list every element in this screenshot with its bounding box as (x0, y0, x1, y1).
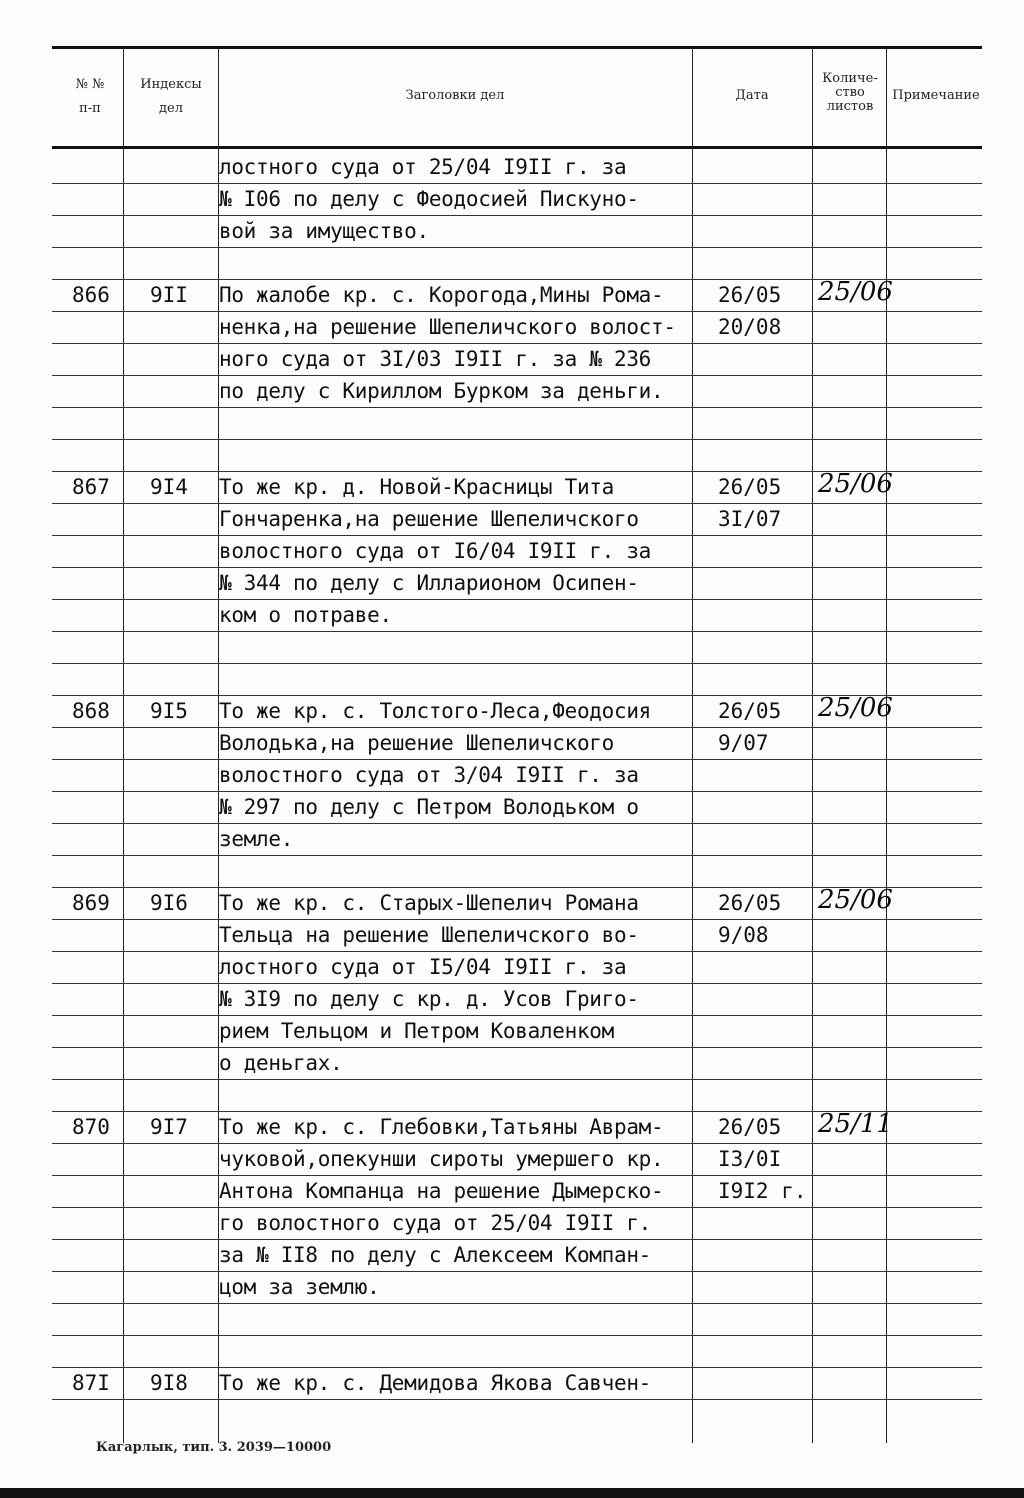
ruled-line (52, 663, 982, 664)
ruled-line (52, 1271, 982, 1272)
sheet-count-handwritten: 25/06 (818, 277, 893, 307)
ruled-line (52, 919, 982, 920)
header-num: № № п-п (75, 77, 105, 116)
case-title-line: ненка,на решение Шепеличского волост- (219, 315, 676, 339)
case-title-line: о деньгах. (219, 1051, 343, 1075)
ruled-line (52, 1239, 982, 1240)
case-title-line: То же кр. с. Старых-Шепелич Романа (219, 891, 639, 915)
case-date: 26/05 (718, 891, 782, 915)
ruled-line (52, 183, 982, 184)
case-title-line: № 3I9 по делу с кр. д. Усов Григо- (219, 987, 639, 1011)
ruled-line (52, 1367, 982, 1368)
ruled-line (52, 1047, 982, 1048)
ruled-line (52, 599, 982, 600)
case-index: 9I6 (150, 891, 188, 915)
header-note: Примечание (892, 88, 980, 103)
case-number: 867 (72, 475, 110, 499)
ruled-line (52, 1335, 982, 1336)
case-number: 866 (72, 283, 110, 307)
ruled-line (52, 1207, 982, 1208)
ruled-line (52, 983, 982, 984)
case-date: 26/05 (718, 283, 782, 307)
ruled-line (52, 375, 982, 376)
ruled-line (52, 311, 982, 312)
ruled-line (52, 535, 982, 536)
case-number: 869 (72, 891, 110, 915)
case-title-line: цом за землю. (219, 1275, 380, 1299)
case-title-line: Антона Компанца на решение Дымерско- (219, 1179, 664, 1203)
sheet-count-handwritten: 25/06 (818, 693, 893, 723)
header-date: Дата (735, 88, 769, 103)
ruled-line (52, 631, 982, 632)
case-title-line: волостного суда от 3/04 I9II г. за (219, 763, 639, 787)
case-title-line: рием Тельцом и Петром Коваленком (219, 1019, 614, 1043)
case-title-line: То же кр. с. Толстого-Леса,Феодосия (219, 699, 652, 723)
sheet-count-handwritten: 25/06 (818, 885, 893, 915)
case-title-line: Тельца на решение Шепеличского во- (219, 923, 639, 947)
case-title-line: вой за имущество. (219, 219, 429, 243)
ruled-line (52, 503, 982, 504)
case-title-line: То же кр. д. Новой-Красницы Тита (219, 475, 614, 499)
case-title-line: по делу с Кириллом Бурком за деньги. (219, 379, 664, 403)
case-title-line: чуковой,опекунши сироты умершего кр. (219, 1147, 664, 1171)
column-divider (886, 48, 887, 1443)
case-index: 9I5 (150, 699, 188, 723)
ruled-line (52, 1303, 982, 1304)
case-title-line: ком о потраве. (219, 603, 392, 627)
ruled-line (52, 823, 982, 824)
ruled-line (52, 247, 982, 248)
case-title-line: № 297 по делу с Петром Володьком о (219, 795, 639, 819)
case-date: 20/08 (718, 315, 782, 339)
case-title-line: ного суда от 3I/03 I9II г. за № 236 (219, 347, 652, 371)
case-title-line: го волостного суда от 25/04 I9II г. (219, 1211, 652, 1235)
ruled-line (52, 1079, 982, 1080)
ruled-line (52, 439, 982, 440)
case-title-line: То же кр. с. Демидова Якова Савчен- (219, 1371, 652, 1395)
ruled-line (52, 791, 982, 792)
case-date: 26/05 (718, 475, 782, 499)
ruled-line (52, 951, 982, 952)
ruled-line (52, 1175, 982, 1176)
ruled-line (52, 855, 982, 856)
ruled-line (52, 407, 982, 408)
ruled-line (52, 759, 982, 760)
case-number: 870 (72, 1115, 110, 1139)
column-divider (812, 48, 813, 1443)
printer-imprint: Кагарлык, тип. 3. 2039—10000 (96, 1440, 332, 1455)
case-title-line: По жалобе кр. с. Корогода,Мины Рома- (219, 283, 664, 307)
sheet-count-handwritten: 25/06 (818, 469, 893, 499)
column-divider (692, 48, 693, 1443)
header-rule (52, 146, 982, 149)
case-index: 9I8 (150, 1371, 188, 1395)
case-title-line: № 344 по делу с Илларионом Осипен- (219, 571, 639, 595)
case-date: 26/05 (718, 699, 782, 723)
case-index: 9II (150, 283, 188, 307)
case-number: 87I (72, 1371, 110, 1395)
ruled-line (52, 1399, 982, 1400)
ruled-line (52, 215, 982, 216)
case-title-line: № I06 по делу с Феодосией Пискуно- (219, 187, 639, 211)
ruled-line (52, 1143, 982, 1144)
case-number: 868 (72, 699, 110, 723)
column-divider (123, 48, 124, 1443)
ruled-line (52, 343, 982, 344)
case-title-line: волостного суда от I6/04 I9II г. за (219, 539, 652, 563)
header-title: Заголовки дел (405, 88, 505, 103)
ruled-line (52, 1015, 982, 1016)
case-title-line: лостного суда от 25/04 I9II г. за (219, 155, 627, 179)
case-title-line: Гончаренка,на решение Шепеличского (219, 507, 639, 531)
scan-edge (0, 1488, 1024, 1498)
header-sheet-count: Количе- ство листов (822, 71, 878, 114)
case-date: I9I2 г. (718, 1179, 807, 1203)
ruled-line (52, 727, 982, 728)
case-title-line: лостного суда от I5/04 I9II г. за (219, 955, 627, 979)
case-title-line: земле. (219, 827, 294, 851)
case-title-line: То же кр. с. Глебовки,Татьяны Аврам- (219, 1115, 664, 1139)
case-date: 3I/07 (718, 507, 782, 531)
header-index: Индексы дел (140, 77, 202, 116)
sheet-count-handwritten: 25/11 (818, 1109, 893, 1139)
top-rule (52, 46, 982, 49)
case-date: 26/05 (718, 1115, 782, 1139)
case-date: 9/08 (718, 923, 769, 947)
ruled-line (52, 567, 982, 568)
case-date: 9/07 (718, 731, 769, 755)
case-date: I3/0I (718, 1147, 782, 1171)
case-index: 9I7 (150, 1115, 188, 1139)
case-title-line: за № II8 по делу с Алексеем Компан- (219, 1243, 652, 1267)
case-title-line: Володька,на решение Шепеличского (219, 731, 614, 755)
case-index: 9I4 (150, 475, 188, 499)
